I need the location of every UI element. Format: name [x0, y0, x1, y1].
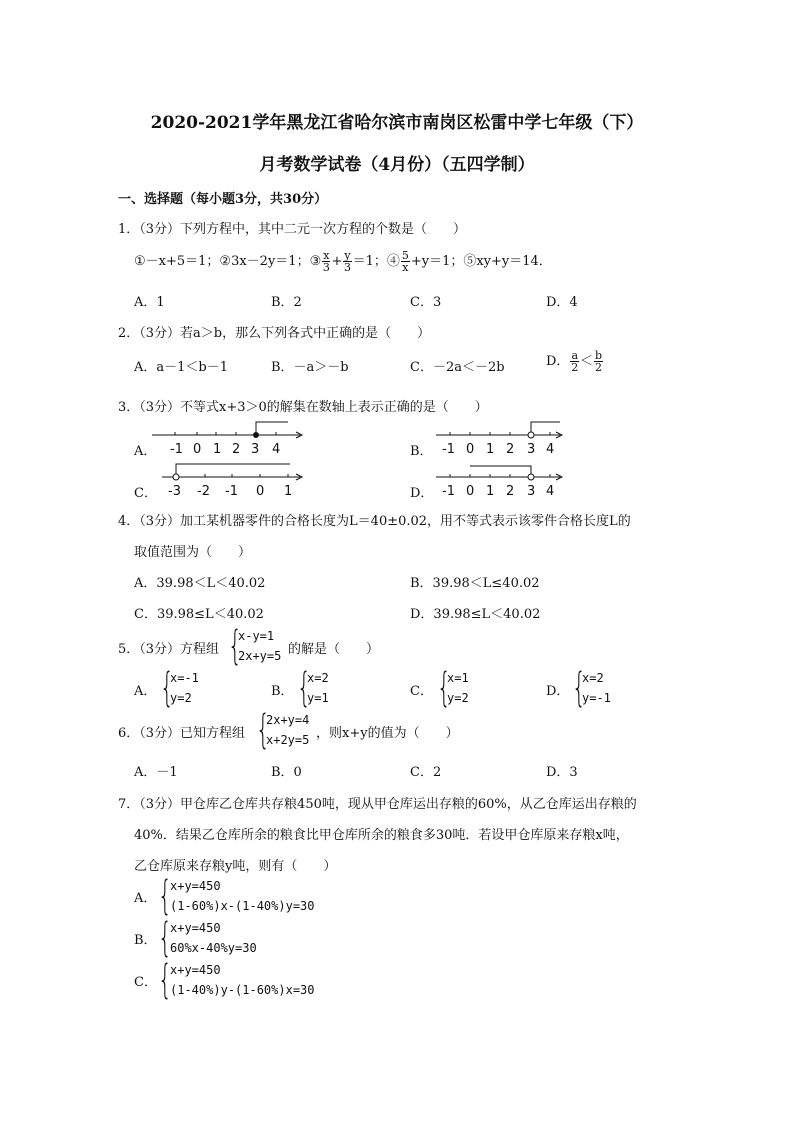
- q3d-tick: 4: [546, 484, 555, 499]
- q6-option-d[interactable]: D．3: [546, 765, 578, 780]
- q4-option-c[interactable]: C．39.98≤L＜40.02: [134, 607, 264, 622]
- q7-stem-line2: 40%．结果乙仓库所余的粮食比甲仓库所余的粮食多30吨．若设甲仓库原来存粮x吨，: [134, 828, 629, 843]
- q5-option-b[interactable]: x=2 y=1: [307, 671, 329, 705]
- q3-numberline-c: [160, 460, 310, 502]
- q3a-tick: 2: [232, 442, 241, 457]
- q6-option-c[interactable]: C．2: [410, 765, 442, 780]
- q5a-brace: {: [160, 665, 174, 711]
- q1-frac-x3: $\frac{x}{3}$: [322, 249, 330, 274]
- q5-option-d[interactable]: x=2 y=-1: [582, 671, 611, 705]
- q6-option-b[interactable]: B．0: [271, 765, 302, 780]
- q3-stem: 3．（3分）不等式x+3＞0的解集在数轴上表示正确的是（ ）: [118, 400, 488, 415]
- q7-stem-line3: 乙仓库原来存粮y吨，则有（ ）: [134, 859, 337, 874]
- q3b-tick: 3: [527, 442, 536, 457]
- q7b-brace: {: [158, 915, 172, 961]
- q3b-tick: 2: [506, 442, 515, 457]
- q5-system: [238, 626, 281, 666]
- q5-brace: {: [228, 623, 242, 669]
- q5b-brace: {: [297, 665, 311, 711]
- section-heading: 一、选择题（每小题3分，共30分）: [118, 192, 328, 207]
- q1-option-d[interactable]: D．4: [546, 295, 578, 310]
- q7-option-a[interactable]: x+y=450 (1-60%)x-(1-40%)y=30: [170, 879, 315, 913]
- q3d-tick: 0: [466, 484, 475, 499]
- q2-option-b[interactable]: B．－a＞－b: [271, 360, 349, 375]
- q5-sys-eq2: 2x+y=5: [238, 649, 282, 663]
- q2-frac-b2: $\frac{b}{2}$: [595, 349, 603, 374]
- q3-label-a[interactable]: A．: [134, 444, 157, 459]
- q3b-tick: 0: [466, 442, 475, 457]
- q7a-brace: {: [158, 873, 172, 919]
- q7c-brace: {: [158, 957, 172, 1003]
- q3c-tick: -2: [197, 484, 210, 499]
- q3-label-c[interactable]: C．: [134, 486, 157, 501]
- q6-stem-pre: 6．（3分）已知方程组: [118, 726, 246, 741]
- q7-label-c[interactable]: C．: [134, 975, 157, 990]
- q6-sys-eq2: x+2y=5: [266, 733, 310, 747]
- q3b-open-dot: [528, 432, 534, 438]
- q3d-tick: -1: [442, 484, 455, 499]
- q2-option-c[interactable]: C．－2a＜－2b: [410, 360, 505, 375]
- q3a-tick: 1: [213, 442, 222, 457]
- q5-stem-post: 的解是（ ）: [288, 642, 380, 657]
- q3a-tick: 4: [272, 442, 281, 457]
- page-title: 2020-2021学年黑龙江省哈尔滨市南岗区松雷中学七年级（下）: [150, 113, 644, 133]
- q3d-tick: 3: [527, 484, 536, 499]
- q3a-tick: -1: [170, 442, 183, 457]
- q6-stem-post: ，则x+y的值为（ ）: [316, 726, 459, 741]
- q1-option-b[interactable]: B．2: [271, 295, 302, 310]
- q2-option-a[interactable]: A．a－1＜b－1: [134, 360, 229, 375]
- page-subtitle: 月考数学试卷（4月份）（五四学制）: [259, 155, 535, 175]
- q3d-tick: 1: [486, 484, 495, 499]
- q3c-tick: -1: [225, 484, 238, 499]
- q3c-tick: -3: [168, 484, 181, 499]
- q1-equations: [134, 248, 552, 276]
- q2-option-d[interactable]: [546, 347, 604, 377]
- q5-option-a[interactable]: x=-1 y=2: [170, 671, 199, 705]
- q7-stem-line1: 7．（3分）甲仓库乙仓库共存粮450吨，现从甲仓库运出存粮的60%，从乙仓库运出存粮的: [118, 797, 637, 812]
- q4-stem: 4．（3分）加工某机器零件的合格长度为L＝40±0.02，用不等式表示该零件合格长度L的: [118, 514, 631, 529]
- q7-option-c[interactable]: x+y=450 (1-40%)y-(1-60%)x=30: [170, 963, 315, 997]
- q7-option-b[interactable]: x+y=450 60%x-40%y=30: [170, 921, 257, 955]
- q1-eq-part1: ①－x+5＝1；②3x－2y＝1；③: [134, 254, 322, 269]
- q6-option-a[interactable]: A．－1: [134, 765, 178, 780]
- q3-numberline-d: [428, 460, 573, 502]
- q5-stem-pre: 5．（3分）方程组: [118, 642, 220, 657]
- q3-label-b[interactable]: B．: [410, 444, 433, 459]
- q5-label-c[interactable]: C．: [410, 684, 433, 699]
- q3a-tick: 0: [193, 442, 202, 457]
- q3d-open-dot: [528, 474, 534, 480]
- q6-system: [266, 710, 309, 750]
- q3c-tick: 1: [284, 484, 293, 499]
- q3-label-d[interactable]: D．: [410, 486, 434, 501]
- q5-sys-eq1: x-y=1: [238, 629, 275, 643]
- q1-stem: 1．（3分）下列方程中，其中二元一次方程的个数是（ ）: [118, 222, 467, 237]
- q3-numberline-b: [428, 418, 573, 460]
- q4-option-a[interactable]: A．39.98＜L＜40.02: [134, 576, 266, 591]
- q3b-tick: 4: [546, 442, 555, 457]
- q6-sys-eq1: 2x+y=4: [266, 713, 310, 727]
- q2-d-label: D．: [546, 354, 570, 369]
- q3c-open-dot: [173, 474, 179, 480]
- q1-option-c[interactable]: C．3: [410, 295, 442, 310]
- q1-eq-part2: ＝1；④: [352, 254, 400, 269]
- q7-label-a[interactable]: A．: [134, 891, 157, 906]
- q4-option-d[interactable]: D．39.98≤L＜40.02: [410, 607, 541, 622]
- q5d-brace: {: [572, 665, 586, 711]
- q1-frac-5x: $\frac{5}{x}$: [401, 249, 409, 274]
- q5-label-b[interactable]: B．: [271, 684, 294, 699]
- q6-brace: {: [256, 707, 270, 753]
- q5c-brace: {: [437, 665, 451, 711]
- q3b-tick: -1: [442, 442, 455, 457]
- q4-stem-cont: 取值范围为（ ）: [134, 545, 252, 560]
- q1-frac-y3: $\frac{y}{3}$: [343, 249, 351, 274]
- q2-stem: 2．（3分）若a＞b，那么下列各式中正确的是（ ）: [118, 326, 431, 341]
- q3b-tick: 1: [486, 442, 495, 457]
- q3c-tick: 0: [256, 484, 265, 499]
- q3a-tick: 3: [251, 442, 260, 457]
- q3d-tick: 2: [506, 484, 515, 499]
- q3a-solid-dot: [253, 432, 259, 438]
- q3-numberline-a: [150, 418, 310, 460]
- q7-label-b[interactable]: B．: [134, 933, 157, 948]
- q5-option-c[interactable]: x=1 y=2: [447, 671, 469, 705]
- q2-lt: ＜: [580, 354, 594, 369]
- q1-eq-part3: +y＝1；⑤xy+y＝14．: [410, 254, 552, 269]
- q5-label-a[interactable]: A．: [134, 684, 157, 699]
- q4-option-b[interactable]: B．39.98＜L≤40.02: [410, 576, 540, 591]
- q1-option-a[interactable]: A．1: [134, 295, 165, 310]
- q5-label-d[interactable]: D．: [546, 684, 570, 699]
- q1-plus: +: [331, 254, 343, 269]
- q2-frac-a2: $\frac{a}{2}$: [571, 349, 579, 374]
